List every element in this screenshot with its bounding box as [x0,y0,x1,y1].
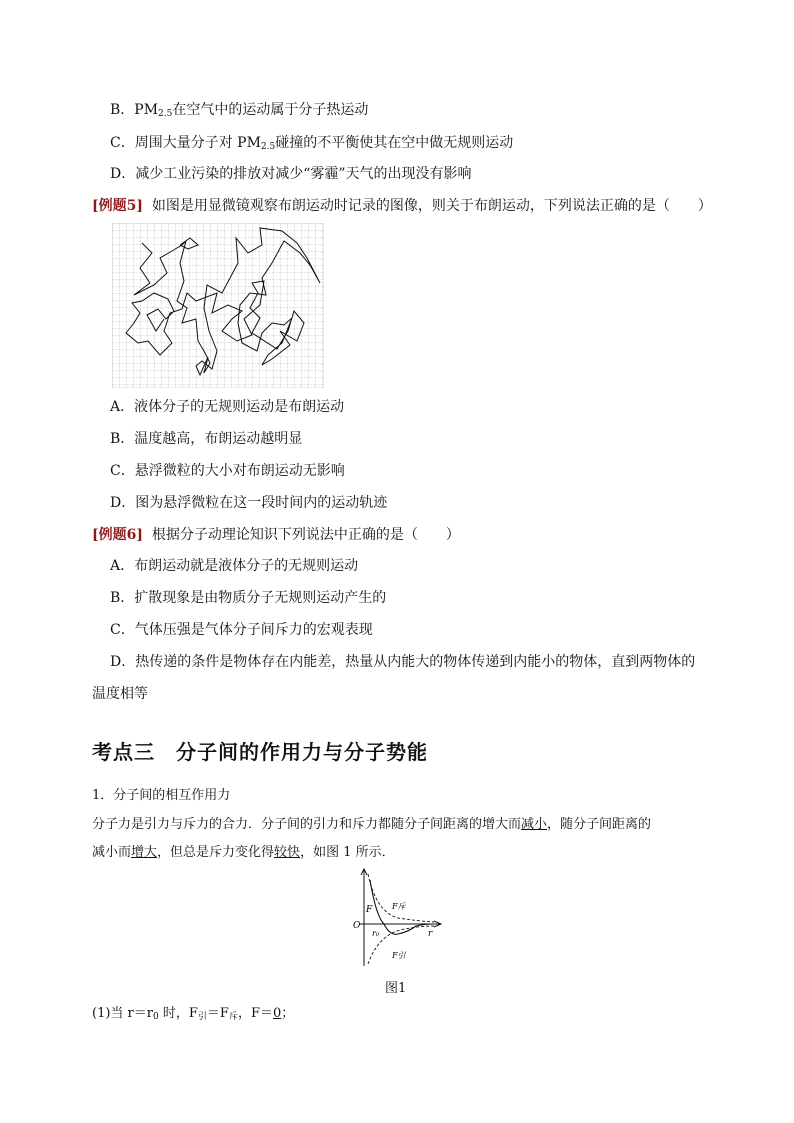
ex4-option-b: B．$PM_{2.5}$在空气中的运动属于分子热运动 [110,102,369,119]
ex6-option-d: D．热传递的条件是物体存在内能差，热量从内能大的物体传递到内能小的物体，直到两物体的 [110,654,696,670]
figure-caption: 图1 [385,981,407,996]
paragraph-line-2: 减小而增大，但总是斥力变化得较快，如图 1 所示． [92,845,395,860]
brownian-motion-figure [112,223,324,388]
ex4-option-c: C．周围大量分子对 $PM_{2.5}$碰撞的不平衡使其在空中做无规则运动 [110,135,514,152]
underlined-answer: 较快 [274,845,301,860]
ex6-question: [例题6] 根据分子动理论知识下列说法中正确的是（ ） [92,527,460,543]
subsection-title: 1．分子间的相互作用力 [92,788,231,803]
label-f-attractive: F引 [392,951,406,960]
ex4-option-d: D．减少工业污染的排放对减少“雾霾”天气的出现没有影响 [110,166,472,182]
label-f-repulsive: F斥 [392,902,406,911]
ex5-option-a: A．液体分子的无规则运动是布朗运动 [110,399,345,415]
ex6-option-b: B．扩散现象是由物质分子无规则运动产生的 [110,590,387,606]
section-title: 考点三 分子间的作用力与分子势能 [92,740,428,764]
label-r: r [428,929,433,939]
ex6-tag: [例题6] [92,527,143,543]
underlined-answer: 减小 [521,817,548,832]
label-o: O [353,921,361,931]
label-r0: r₀ [372,929,380,938]
underlined-answer: 0 [272,1006,282,1021]
ex5-tag: [例题5] [92,198,143,214]
label-f: F [366,905,373,915]
molecular-force-figure [350,866,445,971]
item-1: (1)当 $r=r_0$ 时，$F_引=F_斥$，F＝0； [92,1006,295,1022]
ex5-option-b: B．温度越高，布朗运动越明显 [110,431,303,447]
ex5-question: [例题5] 如图是用显微镜观察布朗运动时记录的图像，则关于布朗运动，下列说法正确的是（ ） [92,198,712,214]
ex6-option-c: C．气体压强是气体分子间斥力的宏观表现 [110,622,373,638]
underlined-answer: 增大 [131,845,158,860]
ex6-option-a: A．布朗运动就是液体分子的无规则运动 [110,558,359,574]
paragraph-line-1: 分子力是引力与斥力的合力．分子间的引力和斥力都随分子间距离的增大而减小，随分子间距离的 [92,817,652,832]
ex5-option-d: D．图为悬浮微粒在这一段时间内的运动轨迹 [110,495,388,511]
ex6-option-d-continued: 温度相等 [92,686,148,702]
ex5-option-c: C．悬浮微粒的大小对布朗运动无影响 [110,463,345,479]
